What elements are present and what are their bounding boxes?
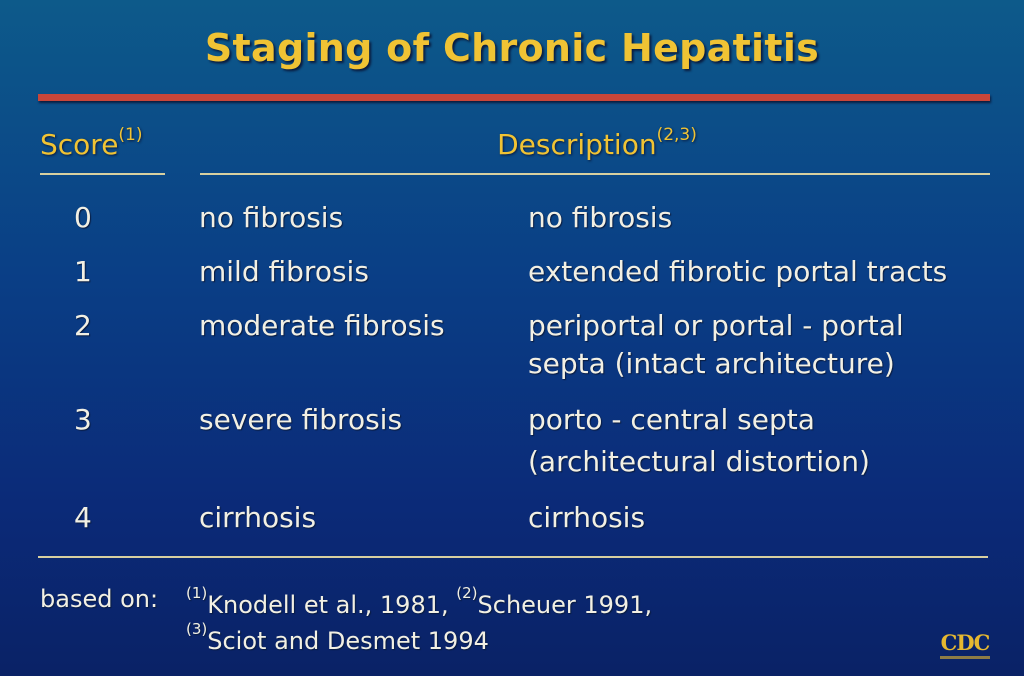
table-bottom-rule [38, 556, 988, 558]
ref3-text: Sciot and Desmet 1994 [207, 627, 489, 655]
cdc-logo-text: CDC [940, 630, 990, 655]
score-cell: 3 [74, 403, 92, 436]
footer-reference-line1 [186, 583, 652, 621]
description-cell: cirrhosis [528, 501, 646, 534]
description-cell-line2: septa (intact architecture) [528, 347, 895, 380]
slide-title: Staging of Chronic Hepatitis [204, 26, 820, 70]
ref2-mark: (2) [456, 584, 478, 602]
score-header-underline [40, 173, 165, 175]
description-cell: extended fibrotic portal tracts [528, 255, 948, 288]
grade-cell: mild fibrosis [199, 255, 369, 288]
description-cell: periportal or portal - portal [528, 309, 904, 342]
description-cell: porto - central septa [528, 403, 815, 436]
description-header-ref: (2,3) [656, 124, 697, 145]
grade-cell: no fibrosis [199, 201, 344, 234]
description-cell: no fibrosis [528, 201, 673, 234]
grade-cell: cirrhosis [199, 501, 317, 534]
footer-based-on: based on: [40, 585, 159, 613]
cdc-logo-tagline [940, 656, 990, 659]
score-cell: 1 [74, 255, 92, 288]
description-cell-line2: (architectural distortion) [528, 445, 870, 478]
score-header-label: Score [40, 128, 119, 161]
score-cell: 2 [74, 309, 92, 342]
description-header-underline [200, 173, 990, 175]
title-divider [38, 94, 990, 101]
ref1-text: Knodell et al., 1981, [207, 591, 449, 619]
description-header-label: Description [497, 128, 657, 161]
grade-cell: severe fibrosis [199, 403, 403, 436]
description-column-header [0, 124, 1024, 161]
cdc-logo [936, 630, 994, 664]
score-header-ref: (1) [118, 124, 143, 145]
footer-reference-line2 [186, 619, 489, 657]
ref3-mark: (3) [186, 620, 208, 638]
score-cell: 4 [74, 501, 92, 534]
score-cell: 0 [74, 201, 92, 234]
ref1-mark: (1) [186, 584, 208, 602]
grade-cell: moderate fibrosis [199, 309, 445, 342]
ref2-text: Scheuer 1991, [477, 591, 653, 619]
